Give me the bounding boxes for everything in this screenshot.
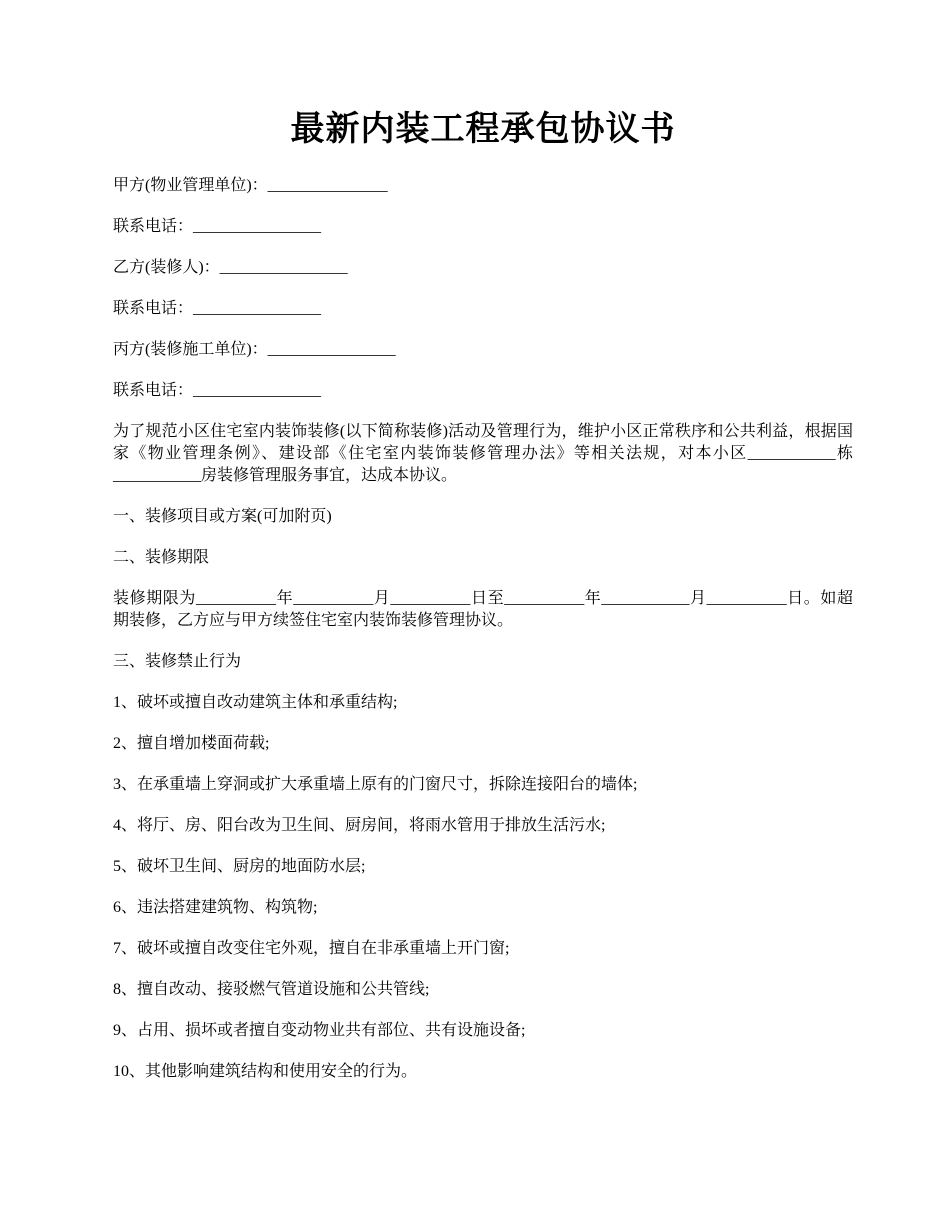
section-heading-1: 一、装修项目或方案(可加附页) (113, 507, 332, 525)
party-a: 甲方(物业管理单位)：_______________ (113, 176, 388, 194)
intro-paragraph: 为了规范小区住宅室内装饰装修(以下简称装修)活动及管理行为，维护小区正常秩序和公共利益，根据国家《物业管理条例》、建设部《住宅室内装饰装修管理办法》等相关法规，对本小区___________栋___________房装修管理服务事宜，达成本协议。 (113, 422, 853, 484)
prohibition-item: 7、破坏或擅自改变住宅外观，擅自在非承重墙上开门窗; (113, 939, 510, 957)
period-paragraph: 装修期限为__________年__________月__________日至__________年___________月__________日。如超期装修，乙方应与甲方续签住宅室内装饰装修管理协议。 (113, 589, 853, 629)
party-b-phone: 联系电话：________________ (113, 299, 322, 317)
prohibition-item: 10、其他影响建筑结构和使用安全的行为。 (113, 1062, 418, 1080)
prohibition-item: 2、擅自增加楼面荷载; (113, 734, 270, 752)
prohibition-item: 6、违法搭建建筑物、构筑物; (113, 898, 318, 916)
party-c: 丙方(装修施工单位)：________________ (113, 340, 396, 358)
prohibition-item: 4、将厅、房、阳台改为卫生间、厨房间，将雨水管用于排放生活污水; (113, 816, 606, 834)
prohibition-item: 9、占用、损坏或者擅自变动物业共有部位、共有设施设备; (113, 1021, 526, 1039)
prohibition-item: 8、擅自改动、接驳燃气管道设施和公共管线; (113, 980, 430, 998)
section-heading-3: 三、装修禁止行为 (113, 652, 242, 670)
party-c-phone: 联系电话：________________ (113, 381, 322, 399)
party-a-phone: 联系电话：________________ (113, 217, 322, 235)
prohibition-item: 3、在承重墙上穿洞或扩大承重墙上原有的门窗尺寸，拆除连接阳台的墙体; (113, 775, 638, 793)
prohibition-item: 1、破坏或擅自改动建筑主体和承重结构; (113, 693, 398, 711)
document-title: 最新内装工程承包协议书 (290, 109, 676, 149)
party-b: 乙方(装修人)：________________ (113, 258, 348, 276)
prohibition-item: 5、破坏卫生间、厨房的地面防水层; (113, 857, 366, 875)
section-heading-2: 二、装修期限 (113, 548, 210, 566)
document-page (113, 108, 853, 1102)
